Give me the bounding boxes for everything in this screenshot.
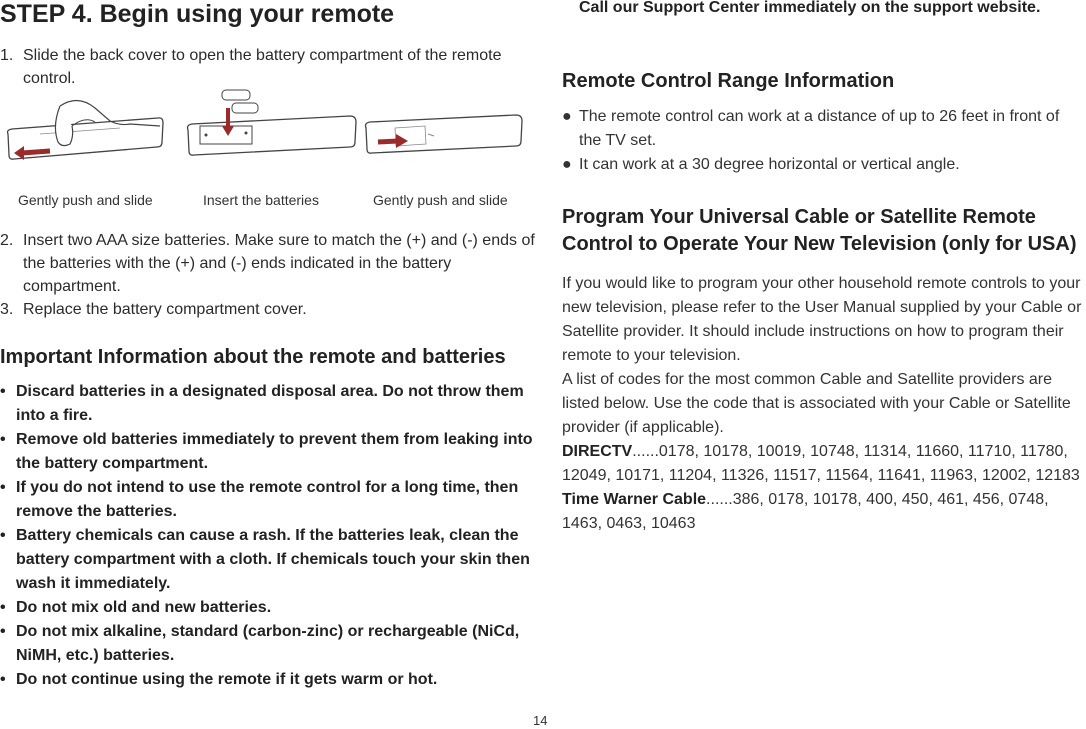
caption-push-slide-1: Gently push and slide xyxy=(18,192,153,208)
step-item: 1. Slide the back cover to open the battery compartment of the remote control. xyxy=(0,47,502,87)
list-item: • Remove old batteries immediately to prevent them from leaking into the battery compartment. xyxy=(0,431,533,472)
battery-info-section xyxy=(0,344,535,692)
list-item: • Discard batteries in a designated disposal area. Do not throw them into a fire. xyxy=(0,383,524,424)
provider-name: Time Warner Cable xyxy=(562,491,707,508)
remote-insert-batteries-illustration xyxy=(188,90,357,155)
program-section xyxy=(562,204,1084,536)
range-list xyxy=(562,105,1082,177)
program-codes-intro: A list of codes for the most common Cable and Satellite providers are listed below. Use the code that is associated with your Cable or Satellite provider (if applicable). xyxy=(562,371,1071,436)
time-warner-codes xyxy=(562,488,1084,536)
range-heading: Remote Control Range Information xyxy=(562,70,895,92)
battery-illustrations xyxy=(0,86,535,186)
remote-slide-cover-illustration xyxy=(8,100,164,160)
directv-codes xyxy=(562,440,1084,488)
program-heading: Program Your Universal Cable or Satellite Remote Control to Operate Your New Television (only for USA) xyxy=(562,206,1077,255)
steps-list-2 xyxy=(0,229,535,321)
list-item: • Do not continue using the remote if it gets warm or hot. xyxy=(0,671,438,688)
caption-push-slide-2: Gently push and slide xyxy=(373,192,508,208)
step-title: STEP 4. Begin using your remote xyxy=(0,0,395,28)
step-item: 3. Replace the battery compartment cover. xyxy=(0,301,307,318)
list-item: ● It can work at a 30 degree horizontal or vertical angle. xyxy=(562,156,960,173)
provider-codes: ......386, 0178, 10178, 400, 450, 461, 456, 0748, 1463, 0463, 10463 xyxy=(562,491,1049,532)
remote-close-cover-illustration xyxy=(366,115,523,153)
list-item: • Do not mix old and new batteries. xyxy=(0,599,272,616)
step-item: 2. Insert two AAA size batteries. Make sure to match the (+) and (-) ends of the batteries with the (+) and (-) ends indicated in the battery compartment. xyxy=(0,232,535,295)
provider-codes: ......0178, 10178, 10019, 10748, 11314, 11660, 11710, 11780, 12049, 10171, 11204, 11326, 11517, 11564, 11641, 11963, 12002, 12183 xyxy=(562,443,1080,484)
caption-insert-batteries: Insert the batteries xyxy=(203,192,319,208)
steps-list-1 xyxy=(0,44,535,90)
list-item: ● The remote control can work at a distance of up to 26 feet in front of the TV set. xyxy=(562,108,1060,149)
battery-info-list xyxy=(0,380,535,692)
list-item: • If you do not intend to use the remote control for a long time, then remove the batteries. xyxy=(0,479,519,520)
list-item: • Battery chemicals can cause a rash. If the batteries leak, clean the battery compartment with a cloth. If chemicals touch your skin then wash it immediately. xyxy=(0,527,530,592)
list-item: • Do not mix alkaline, standard (carbon-zinc) or rechargeable (NiCd, NiMH, etc.) batteries. xyxy=(0,623,520,664)
provider-name: DIRECTV xyxy=(562,443,633,460)
battery-info-heading: Important Information about the remote and batteries xyxy=(0,346,506,368)
program-intro: If you would like to program your other household remote controls to your new television, please refer to the User Manual supplied by your Cable or Satellite provider. It should include instructions on how to program their remote to your television. xyxy=(562,275,1082,364)
page-number: 14 xyxy=(533,713,548,728)
range-section xyxy=(562,68,1082,177)
support-notice: Call our Support Center immediately on the support website. xyxy=(579,0,1041,16)
